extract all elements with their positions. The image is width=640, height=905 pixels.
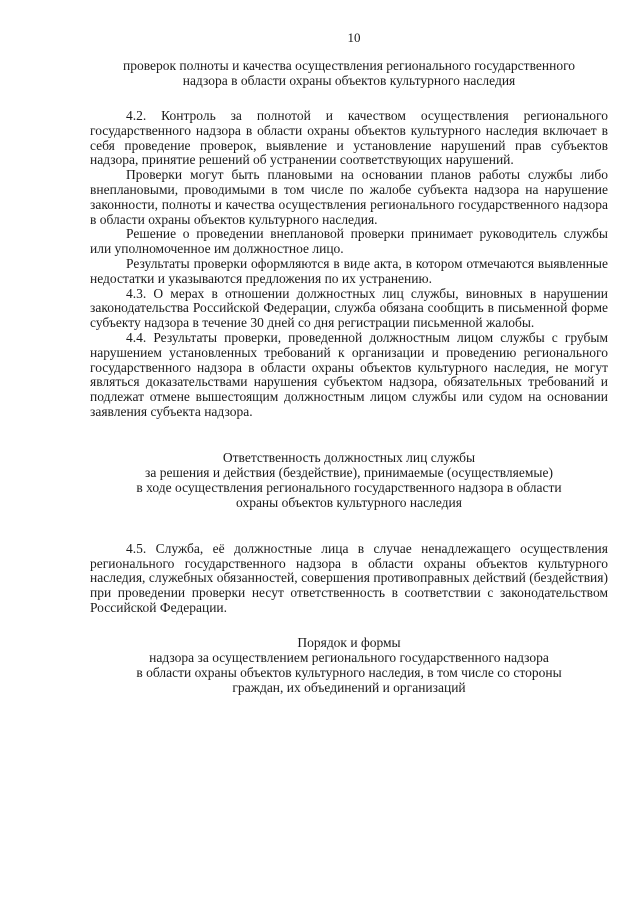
paragraph-4-5: 4.5. Служба, её должностные лица в случае ненадлежащего осуществления регионального государственного надзора в области охраны объектов культурного наследия, служебных обязанностей, совершения противоправных действий (бездействия) при проведении проверки несут ответственность в соответствии с законодательством Российской Федерации. bbox=[90, 540, 608, 615]
heading-line: в ходе осуществления регионального государственного надзора в области bbox=[136, 479, 562, 495]
heading-line: в области охраны объектов культурного наследия, в том числе со стороны bbox=[136, 664, 562, 680]
section-control bbox=[90, 109, 608, 420]
heading-line: граждан, их объединений и организаций bbox=[232, 679, 466, 695]
heading-line: надзора в области охраны объектов культурного наследия bbox=[182, 73, 516, 88]
section-responsibility bbox=[90, 542, 608, 616]
paragraph-unplanned-decision: Решение о проведении внеплановой проверки принимает руководитель службы или уполномоченное им должностное лицо. bbox=[90, 226, 608, 257]
paragraph-planned-checks: Проверки могут быть плановыми на основании планов работы службы либо внеплановыми, проводимыми в том числе по жалобе субъекта надзора на нарушение законности, полноты и качества осуществления регионального государственного надзора в области охраны объектов культурного наследия. bbox=[90, 167, 608, 227]
heading-procedure bbox=[90, 635, 608, 695]
page-number: 10 bbox=[347, 30, 361, 45]
paragraph-4-2: 4.2. Контроль за полнотой и качеством осуществления регионального государственного надзора в области охраны объектов культурного наследия включает в себя проведение проверок, выявление и установление нарушений прав субъектов надзора, принятие решений об устранении соответствующих нарушений. bbox=[90, 108, 608, 168]
heading-line: охраны объектов культурного наследия bbox=[236, 494, 462, 510]
paragraph-4-4: 4.4. Результаты проверки, проведенной должностным лицом службы с грубым нарушением установленных требований к организации и проведению регионального государственного надзора в области охраны объектов культурного наследия, не могут являться доказательствами нарушения субъектом надзора, обязательных требований и подлежат отмене вышестоящим должностным лицом службы или судом на основании заявления субъекта надзора. bbox=[90, 329, 608, 419]
heading-line: Ответственность должностных лиц службы bbox=[222, 449, 476, 465]
heading-line: Порядок и формы bbox=[297, 634, 401, 650]
heading-responsibility bbox=[90, 450, 608, 510]
heading-line: надзора за осуществлением регионального государственного надзора bbox=[149, 649, 549, 665]
paragraph-check-results: Результаты проверки оформляются в виде акта, в котором отмечаются выявленные недостатки и указываются предложения по их устранению. bbox=[90, 255, 608, 286]
heading-quality-checks bbox=[90, 58, 608, 88]
paragraph-4-3: 4.3. О мерах в отношении должностных лиц службы, виновных в нарушении законодательства Российской Федерации, служба обязана сообщить в письменной форме субъекту надзора в течение 30 дней со дня регистрации письменной жалобы. bbox=[90, 285, 608, 331]
heading-line: проверок полноты и качества осуществления регионального государственного bbox=[122, 58, 576, 73]
heading-line: за решения и действия (бездействие), принимаемые (осуществляемые) bbox=[145, 464, 553, 480]
